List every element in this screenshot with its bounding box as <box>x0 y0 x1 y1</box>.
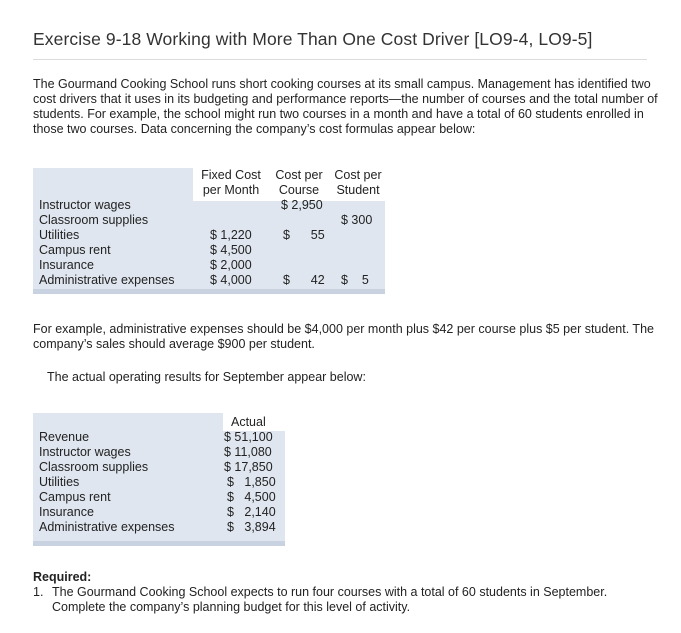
cell-value: $ 4,500 <box>210 243 252 257</box>
cell-value: $ 17,850 <box>224 460 273 474</box>
header-fixed-cost: Fixed Cost per Month <box>201 168 261 197</box>
actual-results-table <box>33 413 285 548</box>
cell-value: $ 3,894 <box>227 520 276 534</box>
cost-formula-table <box>33 168 385 296</box>
cell-value: $ 55 <box>283 228 325 242</box>
row-label: Revenue <box>39 430 90 444</box>
row-label: Campus rent <box>39 490 111 504</box>
row-label: Insurance <box>39 505 94 519</box>
row-label: Utilities <box>39 475 80 489</box>
exercise-title: Exercise 9-18 Working with More Than One Cost Driver [LO9-4, LO9-5] <box>33 29 593 49</box>
row-label: Administrative expenses <box>39 520 175 534</box>
intro-paragraph: The Gourmand Cooking School runs short cooking courses at its small campus. Management has identified two cost drivers that it uses in its budgeting and performance reports—the number of courses and the total number of students. For example, the school might run two courses in a month and have a total of 60 students enrolled in those two courses. Data concerning the company’s cost formulas appear below: <box>33 77 658 136</box>
cell-value: $ 2,950 <box>281 198 323 212</box>
cell-value: $ 11,080 <box>224 445 272 459</box>
header-cost-per-course: Cost per Course <box>275 168 323 197</box>
row-label: Classroom supplies <box>39 213 149 227</box>
title-divider <box>33 59 647 60</box>
item-number: 1. <box>33 585 44 599</box>
row-label: Campus rent <box>39 243 111 257</box>
required-item-text: The Gourmand Cooking School expects to run four courses with a total of 60 students in September. Complete the company’s planning budget for this level of activity. <box>52 585 608 614</box>
cell-value: $ 300 <box>341 213 373 227</box>
cell-value: $ 42 <box>283 273 325 287</box>
table-bottom-rule <box>33 289 385 294</box>
cell-value: $ 4,000 <box>210 273 252 287</box>
cell-value: $ 5 <box>341 273 369 287</box>
required-heading: Required: <box>33 570 92 584</box>
row-label: Instructor wages <box>39 445 131 459</box>
table-bottom-rule <box>33 541 285 546</box>
cell-value: $ 51,100 <box>224 430 273 444</box>
cell-value: $ 4,500 <box>227 490 276 504</box>
cell-value: $ 1,850 <box>227 475 276 489</box>
cell-value: $ 2,000 <box>210 258 252 272</box>
row-label: Administrative expenses <box>39 273 175 287</box>
cell-value: $ 1,220 <box>210 228 252 242</box>
example-paragraph: For example, administrative expenses should be $4,000 per month plus $42 per course plus $5 per student. The company’s sales should average $900 per student. <box>33 322 654 351</box>
actual-intro: The actual operating results for September appear below: <box>47 370 366 384</box>
row-label: Classroom supplies <box>39 460 149 474</box>
header-cost-per-student: Cost per Student <box>334 168 382 197</box>
required-section <box>33 570 608 614</box>
row-label: Utilities <box>39 228 80 242</box>
row-label: Insurance <box>39 258 94 272</box>
row-label: Instructor wages <box>39 198 131 212</box>
cell-value: $ 2,140 <box>227 505 276 519</box>
header-actual: Actual <box>231 415 266 429</box>
